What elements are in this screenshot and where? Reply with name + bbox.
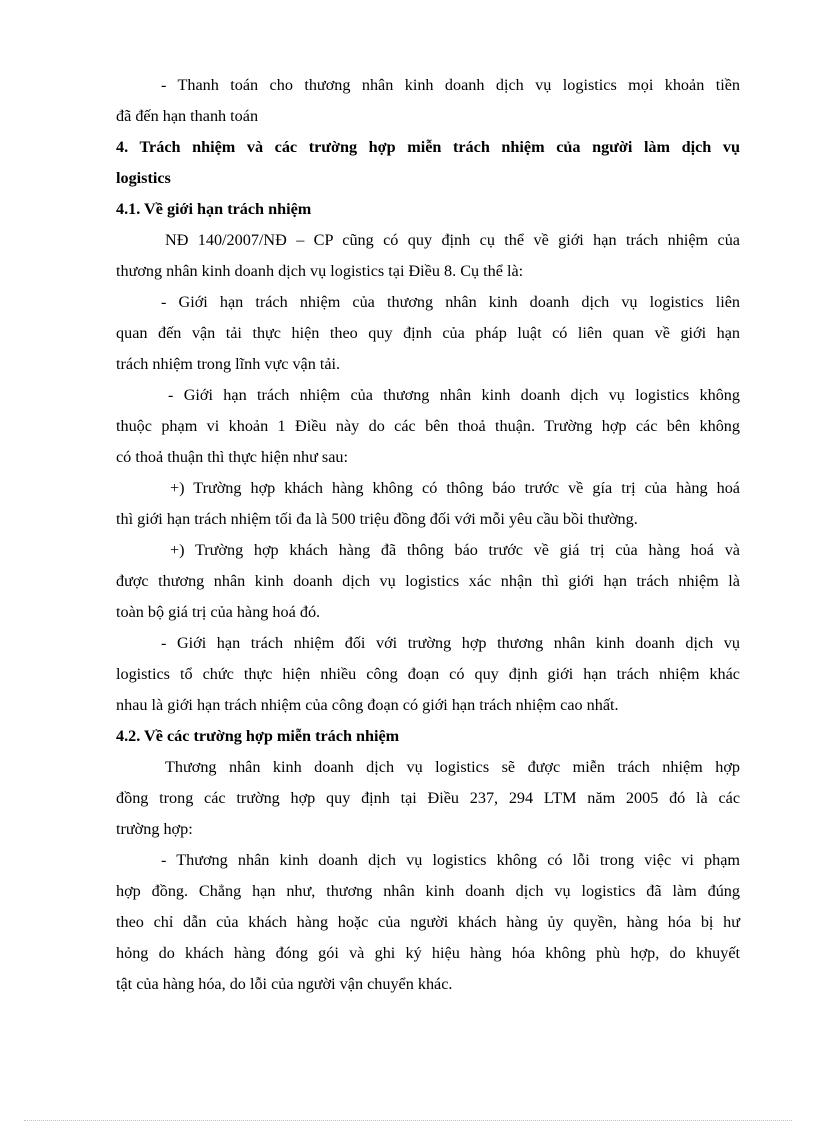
text-line: theo chỉ dẫn của khách hàng hoặc của người khách hàng ủy quyền, hàng hóa bị hư [116,913,740,931]
text-line: đồng trong các trường hợp quy định tại Điều 237, 294 LTM năm 2005 đó là các [116,789,740,807]
text-line: quan đến vận tải thực hiện theo quy định của pháp luật có liên quan về giới hạn [116,324,740,342]
text-line: đã đến hạn thanh toán [116,107,259,125]
subsection-heading: 4.2. Về các trường hợp miễn trách nhiệm [116,727,400,745]
text-line: NĐ 140/2007/NĐ – CP cũng có quy định cụ thể về giới hạn trách nhiệm của [165,231,740,249]
text-line: - Thương nhân kinh doanh dịch vụ logistics không có lỗi trong việc vi phạm [161,851,740,869]
text-line: tật của hàng hóa, do lỗi của người vận chuyển khác. [116,975,453,993]
text-line: toàn bộ giá trị của hàng hoá đó. [116,603,321,621]
text-line: hợp đồng. Chẳng hạn như, thương nhân kinh doanh dịch vụ logistics đã làm đúng [116,882,740,900]
text-line: +) Trường hợp khách hàng không có thông báo trước về gía trị của hàng hoá [170,479,740,497]
text-line: được thương nhân kinh doanh dịch vụ logistics xác nhận thì giới hạn trách nhiệm là [116,572,740,590]
text-line: Thương nhân kinh doanh dịch vụ logistics sẽ được miễn trách nhiệm hợp [165,758,740,776]
text-line: - Giới hạn trách nhiệm của thương nhân kinh doanh dịch vụ logistics không [168,386,740,404]
text-line: có thoả thuận thì thực hiện như sau: [116,448,348,466]
text-line: +) Trường hợp khách hàng đã thông báo trước về giá trị của hàng hoá và [170,541,740,559]
text-line: trường hợp: [116,820,193,838]
text-line: thì giới hạn trách nhiệm tối đa là 500 triệu đồng đối với mỗi yêu cầu bồi thường. [116,510,638,528]
subsection-heading: 4.1. Về giới hạn trách nhiệm [116,200,312,218]
text-line: thương nhân kinh doanh dịch vụ logistics tại Điều 8. Cụ thể là: [116,262,524,280]
text-line: hỏng do khách hàng đóng gói và ghi ký hiệu hàng hóa không phù hợp, do khuyết [116,944,740,962]
page-break-divider [24,1120,792,1121]
text-line: thuộc phạm vi khoản 1 Điều này do các bên thoả thuận. Trường hợp các bên không [116,417,740,435]
text-line: - Giới hạn trách nhiệm của thương nhân kinh doanh dịch vụ logistics liên [161,293,740,311]
document-body [116,70,740,1000]
text-line: - Thanh toán cho thương nhân kinh doanh dịch vụ logistics mọi khoản tiền [161,76,740,94]
text-line: trách nhiệm trong lĩnh vực vận tải. [116,355,341,373]
text-line: logistics tổ chức thực hiện nhiều công đoạn có quy định giới hạn trách nhiệm khác [116,665,740,683]
section-heading: logistics [116,169,171,187]
section-heading: 4. Trách nhiệm và các trường hợp miễn trách nhiệm của người làm dịch vụ [116,138,740,156]
text-line: nhau là giới hạn trách nhiệm của công đoạn có giới hạn trách nhiệm cao nhất. [116,696,619,714]
text-line: - Giới hạn trách nhiệm đối với trường hợp thương nhân kinh doanh dịch vụ [161,634,740,652]
